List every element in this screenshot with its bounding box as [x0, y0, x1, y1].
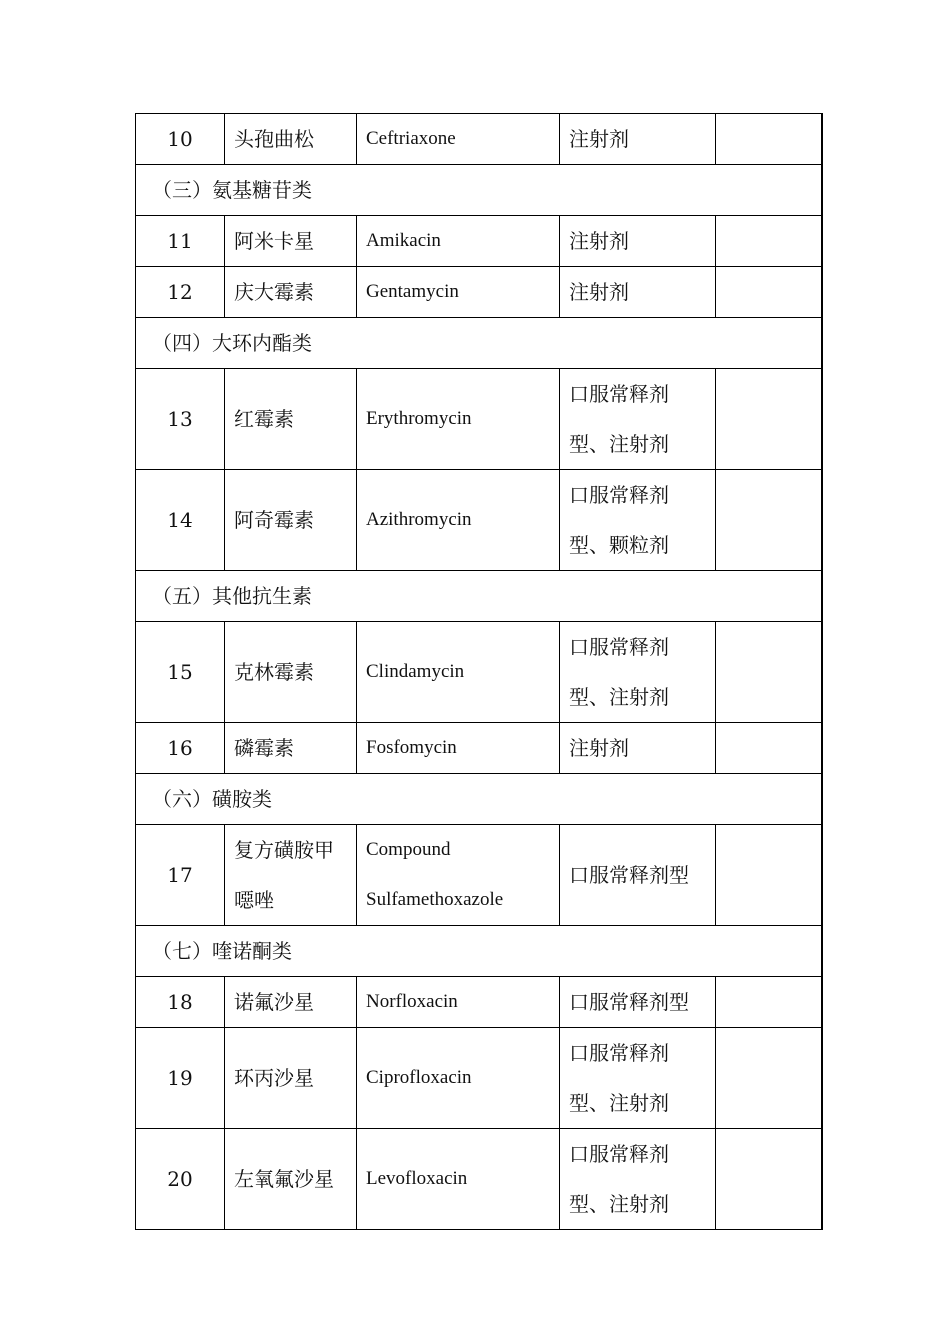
drug-name-cn: 环丙沙星	[225, 1028, 357, 1129]
drug-name-cn: 阿米卡星	[225, 216, 357, 267]
drug-name-cn: 诺氟沙星	[225, 977, 357, 1028]
dosage-form	[560, 369, 716, 470]
drug-row	[136, 470, 822, 571]
dosage-form-line: 型、注射剂	[569, 685, 669, 709]
drug-number: 14	[136, 470, 225, 571]
dosage-form-line: 型、颗粒剂	[569, 533, 669, 557]
drug-number: 11	[136, 216, 225, 267]
drug-number: 12	[136, 267, 225, 318]
drug-name-en: Azithromycin	[357, 470, 560, 571]
category-label: （七）喹诺酮类	[136, 926, 822, 977]
dosage-form-line: 口服常释剂	[569, 1142, 669, 1166]
remark-cell	[716, 369, 822, 470]
drug-name-cn: 红霉素	[225, 369, 357, 470]
drug-row	[136, 267, 822, 318]
category-label: （三）氨基糖苷类	[136, 165, 822, 216]
drug-name-en: Erythromycin	[357, 369, 560, 470]
dosage-form-line: 型、注射剂	[569, 432, 669, 456]
dosage-form-line: 口服常释剂	[569, 382, 669, 406]
remark-cell	[716, 723, 822, 774]
dosage-form-line: 口服常释剂	[569, 483, 669, 507]
dosage-form	[560, 1129, 716, 1230]
category-row	[136, 165, 822, 216]
category-row	[136, 926, 822, 977]
category-label: （六）磺胺类	[136, 774, 822, 825]
drug-table-body	[136, 114, 822, 1230]
category-row	[136, 318, 822, 369]
drug-name-en: Amikacin	[357, 216, 560, 267]
dosage-form	[560, 1028, 716, 1129]
drug-row	[136, 1028, 822, 1129]
dosage-form: 注射剂	[560, 216, 716, 267]
drug-number: 17	[136, 825, 225, 926]
drug-number: 20	[136, 1129, 225, 1230]
drug-name-cn: 庆大霉素	[225, 267, 357, 318]
drug-name-cn: 磷霉素	[225, 723, 357, 774]
drug-row	[136, 825, 822, 926]
drug-name-cn: 头孢曲松	[225, 114, 357, 165]
dosage-form: 注射剂	[560, 114, 716, 165]
drug-row	[136, 622, 822, 723]
category-label: （五）其他抗生素	[136, 571, 822, 622]
drug-name-en-line: Sulfamethoxazole	[366, 889, 504, 910]
drug-number: 19	[136, 1028, 225, 1129]
drug-number: 16	[136, 723, 225, 774]
remark-cell	[716, 977, 822, 1028]
drug-name-en: Fosfomycin	[357, 723, 560, 774]
drug-name-cn: 阿奇霉素	[225, 470, 357, 571]
drug-row	[136, 723, 822, 774]
remark-cell	[716, 1028, 822, 1129]
drug-name-cn: 克林霉素	[225, 622, 357, 723]
drug-name-en: Clindamycin	[357, 622, 560, 723]
dosage-form	[560, 622, 716, 723]
drug-row	[136, 114, 822, 165]
drug-number: 13	[136, 369, 225, 470]
drug-row	[136, 1129, 822, 1230]
category-label: （四）大环内酯类	[136, 318, 822, 369]
remark-cell	[716, 470, 822, 571]
dosage-form: 口服常释剂型	[560, 825, 716, 926]
drug-name-en: Norfloxacin	[357, 977, 560, 1028]
remark-cell	[716, 1129, 822, 1230]
dosage-form: 注射剂	[560, 267, 716, 318]
dosage-form: 注射剂	[560, 723, 716, 774]
drug-name-en-line: Compound	[366, 839, 451, 860]
remark-cell	[716, 825, 822, 926]
drug-name-cn-line: 复方磺胺甲	[234, 838, 334, 862]
dosage-form-line: 型、注射剂	[569, 1091, 669, 1115]
remark-cell	[716, 216, 822, 267]
drug-name-en: Levofloxacin	[357, 1129, 560, 1230]
remark-cell	[716, 114, 822, 165]
drug-name-cn: 左氧氟沙星	[225, 1129, 357, 1230]
dosage-form-line: 型、注射剂	[569, 1192, 669, 1216]
dosage-form	[560, 470, 716, 571]
drug-name-en: Ciprofloxacin	[357, 1028, 560, 1129]
remark-cell	[716, 267, 822, 318]
dosage-form-line: 口服常释剂	[569, 635, 669, 659]
drug-name-cn	[225, 825, 357, 926]
remark-cell	[716, 622, 822, 723]
drug-number: 15	[136, 622, 225, 723]
drug-table	[135, 113, 823, 1230]
dosage-form: 口服常释剂型	[560, 977, 716, 1028]
dosage-form-line: 口服常释剂	[569, 1041, 669, 1065]
drug-number: 10	[136, 114, 225, 165]
drug-row	[136, 216, 822, 267]
drug-name-en	[357, 825, 560, 926]
category-row	[136, 571, 822, 622]
drug-number: 18	[136, 977, 225, 1028]
drug-row	[136, 369, 822, 470]
drug-name-cn-line: 噁唑	[234, 888, 274, 912]
category-row	[136, 774, 822, 825]
drug-name-en: Gentamycin	[357, 267, 560, 318]
drug-row	[136, 977, 822, 1028]
drug-name-en: Ceftriaxone	[357, 114, 560, 165]
